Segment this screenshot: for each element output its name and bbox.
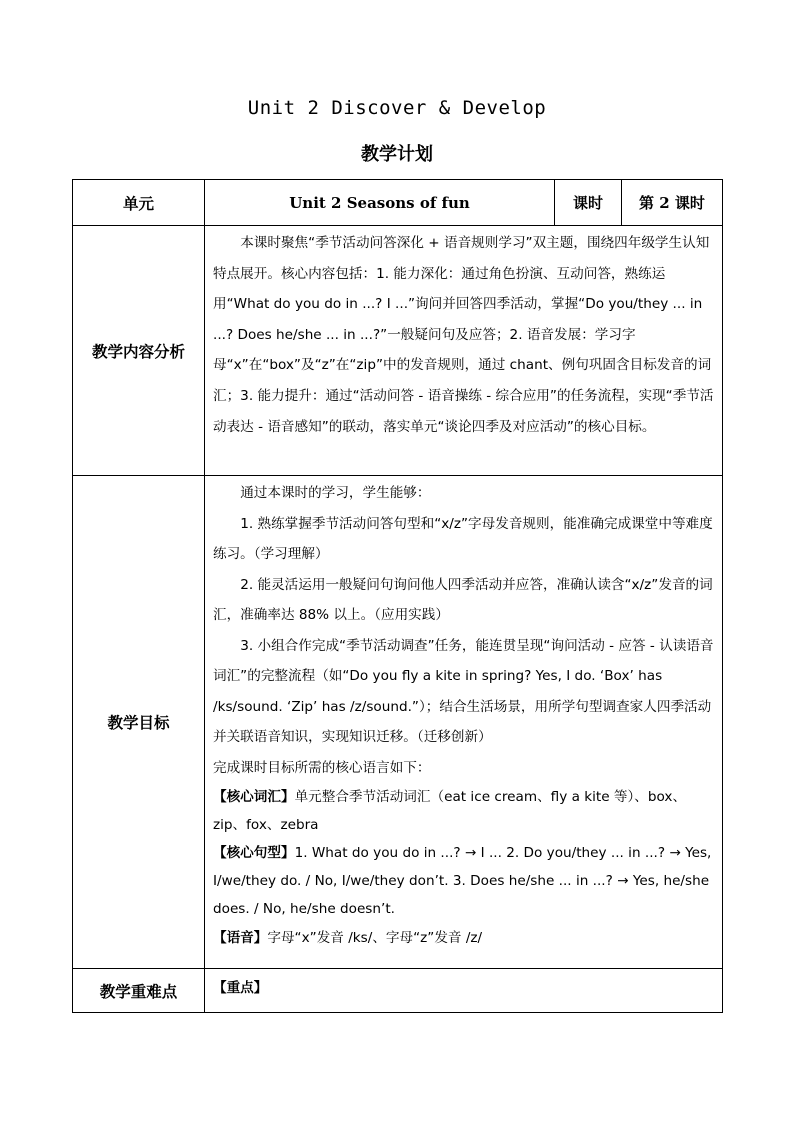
document-subtitle: 教学计划 <box>361 144 433 165</box>
unit-value: Unit 2 Seasons of fun <box>205 180 555 226</box>
phonics-tag: 【语音】 <box>213 930 268 946</box>
period-value: 第 2 课时 <box>622 180 723 226</box>
objectives-row <box>73 476 723 969</box>
unit-label: 单元 <box>73 180 205 226</box>
objectives-intro: 通过本课时的学习，学生能够： <box>240 485 431 501</box>
vocab-tag: 【核心词汇】 <box>213 789 295 805</box>
core-language-intro: 完成课时目标所需的核心语言如下： <box>213 759 431 776</box>
period-label: 课时 <box>555 180 622 226</box>
focus-tag: 【重点】 <box>213 980 268 996</box>
content-row <box>73 226 723 476</box>
content-cell <box>205 226 723 476</box>
core-vocabulary <box>213 783 716 839</box>
sentence-text: 1. What do you do in ...? → I ... 2. Do you/they ... in ...? → Yes, I/we/they do. / No, I/we/they don’t. 3. Does he/she ... in ...? → Yes, he/she does. / No, he/she doesn’t. <box>213 845 712 917</box>
core-sentences <box>213 839 716 923</box>
content-text: 本课时聚焦“季节活动问答深化 + 语音规则学习”双主题，围绕四年级学生认知特点展开。核心内容包括：1. 能力深化：通过角色扮演、互动问答，熟练运用“What do you do in ...? I ...”询问并回答四季活动，掌握“Do you/they ... in ...? Does he/she ... in ...?”一般疑问句及应答；2. 语音发展：学习字母“x”在“box”及“z”在“zip”中的发音规则，通过 chant、例句巩固含目标发音的词汇；3. 能力提升：通过“活动问答 - 语音操练 - 综合应用”的任务流程，实现“季节活动表达 - 语音感知”的联动，落实单元“谈论四季及对应活动”的核心目标。 <box>213 235 714 435</box>
phonics-text: 字母“x”发音 /ks/、字母“z”发音 /z/ <box>267 930 483 946</box>
phonics <box>213 923 716 954</box>
objectives-label: 教学目标 <box>73 476 205 969</box>
lesson-plan-table <box>72 179 723 1013</box>
document-title: Unit 2 Discover & Develop <box>247 97 547 119</box>
unit-row <box>73 180 723 226</box>
objective-item-3: 3. 小组合作完成“季节活动调查”任务，能连贯呈现“询问活动 - 应答 - 认读语音词汇”的完整流程（如“Do you fly a kite in spring? Yes, I do. ‘Box’ has /ks/sound. ‘Zip’ has /z/sound.”）；结合生活场景，用所学句型调查家人四季活动并关联语音知识，实现知识迁移。（迁移创新） <box>213 637 714 745</box>
objectives-cell <box>205 476 723 969</box>
content-label: 教学内容分析 <box>73 226 205 476</box>
focus-cell <box>205 969 723 1013</box>
focus-label: 教学重难点 <box>73 969 205 1013</box>
focus-row <box>73 969 723 1013</box>
sentence-tag: 【核心句型】 <box>213 845 295 861</box>
objective-item-2: 2. 能灵活运用一般疑问句询问他人四季活动并应答，准确认读含“x/z”发音的词汇，准确率达 88% 以上。（应用实践） <box>213 576 713 623</box>
vocab-text: 单元整合季节活动词汇（eat ice cream、fly a kite 等）、box、zip、fox、zebra <box>213 789 687 833</box>
objective-item-1: 1. 熟练掌握季节活动问答句型和“x/z”字母发音规则，能准确完成课堂中等难度练习。（学习理解） <box>213 515 713 562</box>
